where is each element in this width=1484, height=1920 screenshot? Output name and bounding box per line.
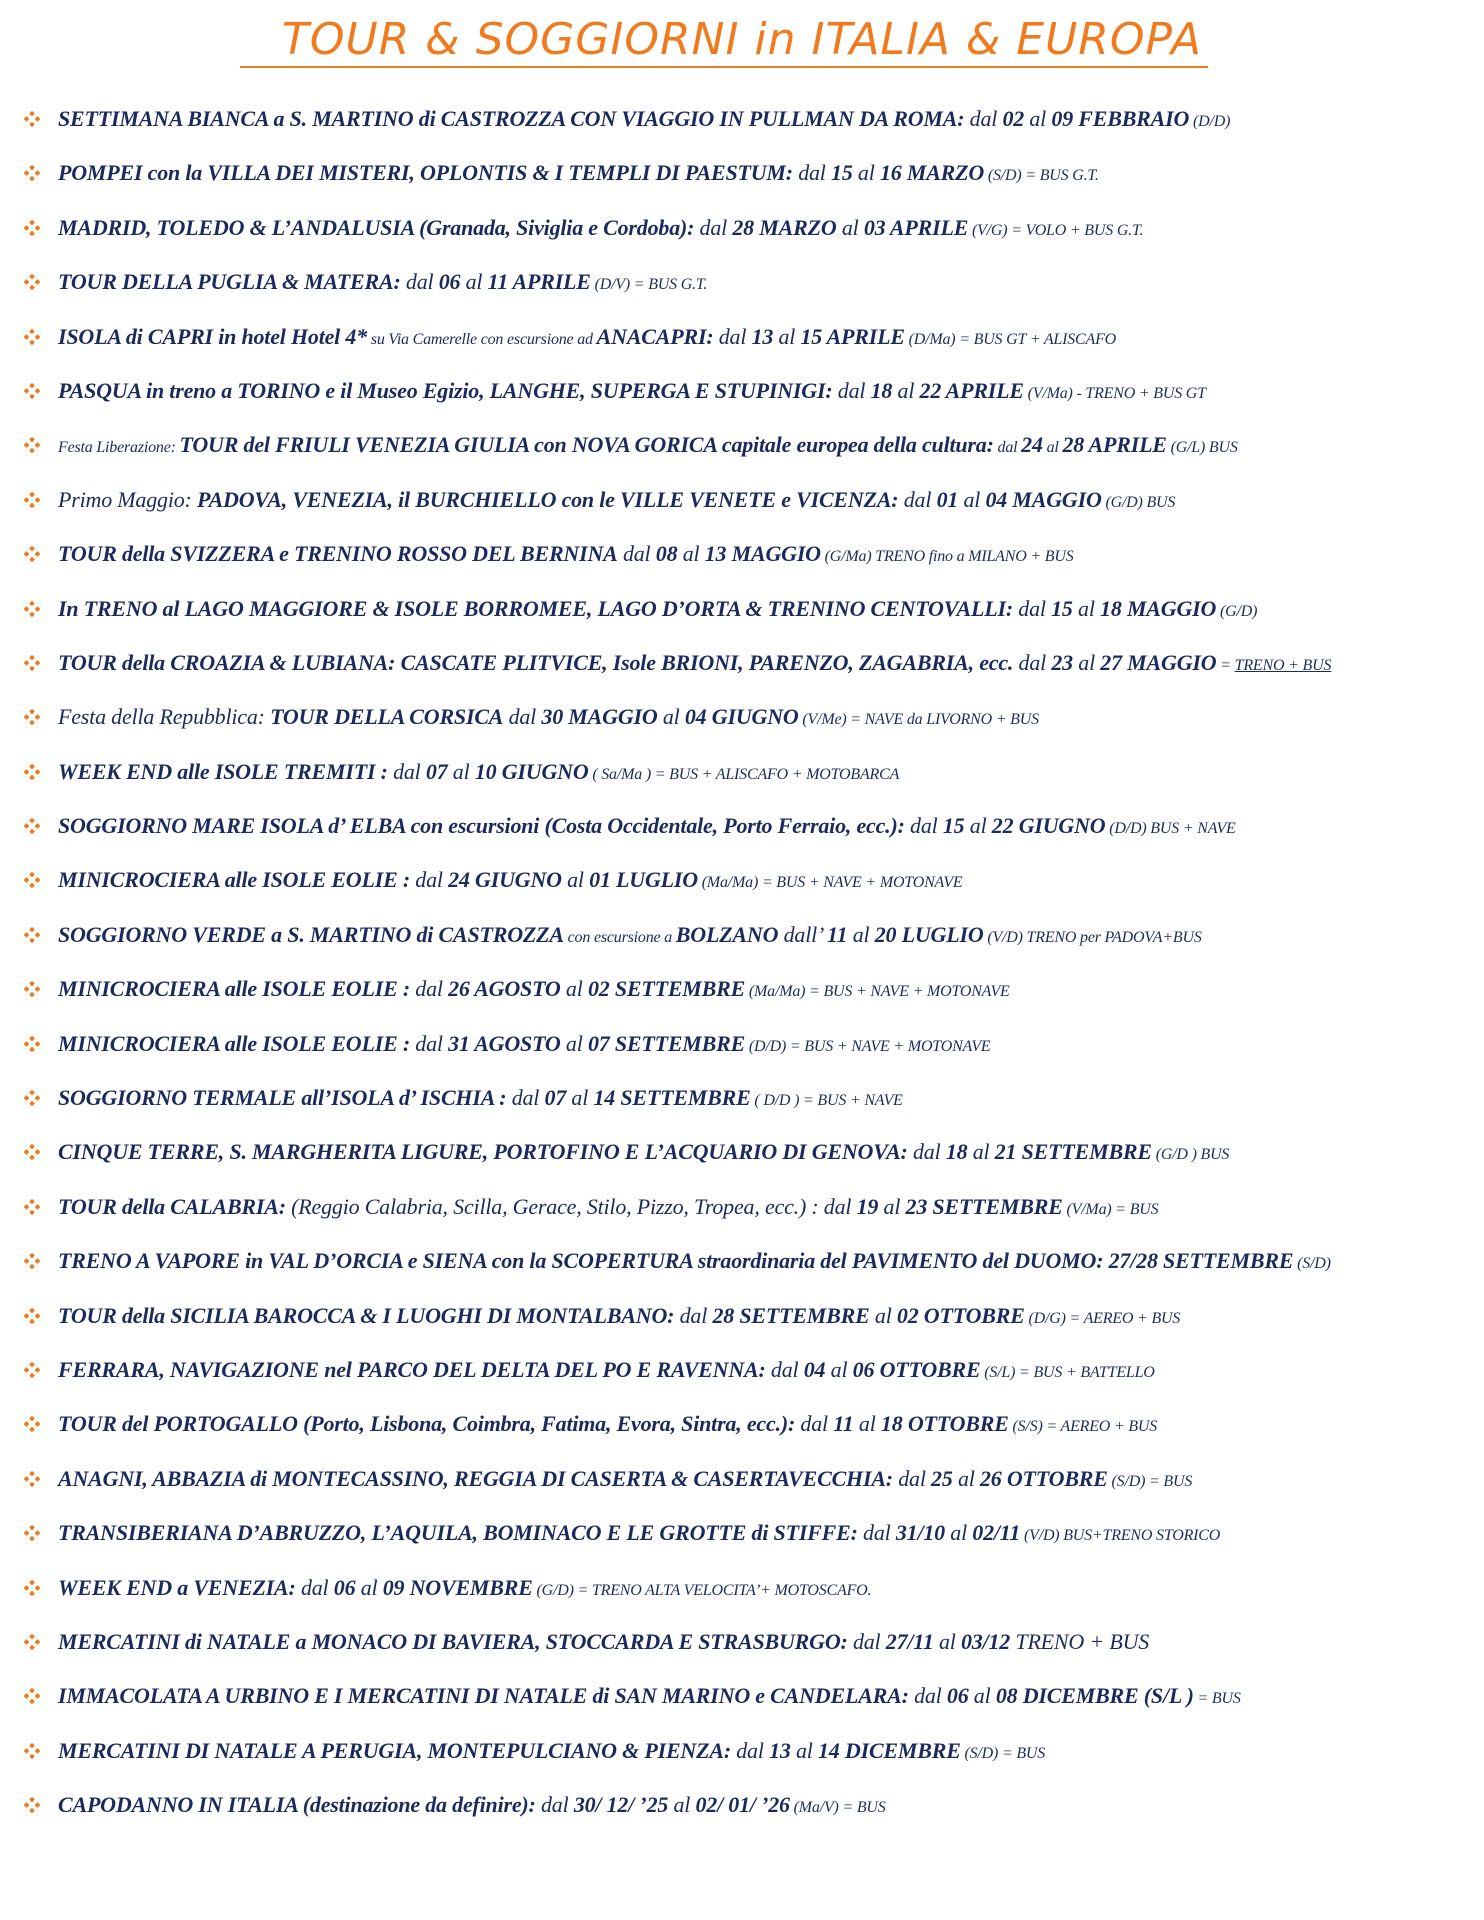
list-item-segment: dal xyxy=(674,1302,713,1328)
list-item-segment: MERCATINI di NATALE a MONACO DI BAVIERA, STOCCARDA E STRASBURGO: xyxy=(58,1628,848,1654)
list-item-segment: 31 AGOSTO xyxy=(448,1030,561,1056)
list-item-segment: dal xyxy=(993,439,1022,457)
list-item-segment: 22 GIUGNO xyxy=(991,813,1106,839)
list-item-segment: (V/G) = VOLO + BUS G.T. xyxy=(968,221,1144,239)
list-item xyxy=(0,1022,1484,1076)
list-item-text xyxy=(58,1294,1180,1341)
list-item-segment: (V/D) BUS+TRENO STORICO xyxy=(1020,1527,1221,1545)
list-item-segment: dal xyxy=(904,813,943,839)
list-item-segment: dall’ xyxy=(778,921,828,947)
list-item-segment: SETTIMANA BIANCA a S. MARTINO di CASTROZZA CON VIAGGIO IN PULLMAN DA ROMA: xyxy=(58,106,965,131)
list-item-segment: (Ma/Ma) = BUS + NAVE + MOTONAVE xyxy=(697,874,963,892)
list-item-segment: al xyxy=(355,1574,383,1600)
list-item xyxy=(0,1185,1484,1239)
list-item-segment: 11 xyxy=(833,1411,854,1437)
list-item-segment: dal xyxy=(847,1628,886,1654)
list-item xyxy=(0,1566,1484,1620)
list-item-segment: 06 xyxy=(946,1683,969,1709)
title-underline xyxy=(240,66,1208,68)
list-item-segment: 04 GIUGNO xyxy=(684,704,799,730)
list-item-segment: MERCATINI DI NATALE A PERUGIA, MONTEPULCIANO & PIENZA: xyxy=(58,1737,731,1763)
list-item-segment: 01 xyxy=(936,486,959,512)
list-item-text xyxy=(58,1457,1192,1504)
list-item-text xyxy=(58,1566,871,1613)
diamond-bullet-icon xyxy=(24,423,44,467)
list-item-segment: al xyxy=(853,1411,881,1437)
list-item-segment: 13 MAGGIO xyxy=(704,541,821,567)
list-item-segment: al xyxy=(968,1683,996,1709)
list-item-segment: al xyxy=(560,976,588,1002)
list-item-text xyxy=(58,1239,1331,1286)
list-item-segment: 23 xyxy=(1051,649,1073,675)
list-item-segment: CASCATE PLITVICE, Isole BRIONI, PARENZO, ZAGABRIA, ecc. xyxy=(395,649,1014,675)
list-item-segment: 19 xyxy=(856,1193,879,1219)
list-item-segment: dal xyxy=(898,486,937,512)
list-item xyxy=(0,1239,1484,1293)
list-item-segment: 11 APRILE xyxy=(487,269,591,295)
list-item-segment: al xyxy=(967,1139,995,1165)
diamond-bullet-icon xyxy=(24,913,44,957)
list-item-segment: dal xyxy=(506,1085,545,1111)
list-item-segment: al xyxy=(677,541,705,567)
list-item-segment: 24 xyxy=(1021,432,1043,458)
list-item-segment: 21 SETTEMBRE xyxy=(994,1139,1152,1165)
list-item-segment: (V/D) TRENO per PADOVA+BUS xyxy=(983,928,1202,946)
list-item-segment: ( Sa/Ma ) = BUS + ALISCAFO + MOTOBARCA xyxy=(588,765,900,783)
diamond-bullet-icon xyxy=(24,587,44,631)
diamond-bullet-icon xyxy=(24,804,44,848)
list-item-segment: WEEK END a VENEZIA: xyxy=(58,1574,296,1600)
list-item xyxy=(0,641,1484,695)
list-item-text xyxy=(58,532,1074,579)
list-item-segment: 18 xyxy=(945,1139,968,1165)
diamond-bullet-icon xyxy=(24,967,44,1011)
list-item-segment: al xyxy=(460,269,488,295)
list-item-segment: TRENO + BUS xyxy=(1234,656,1332,674)
list-item-segment: al xyxy=(773,323,801,349)
list-item xyxy=(0,532,1484,586)
list-item-segment: dal xyxy=(792,160,832,186)
list-item-segment: 02/ 01/ ’26 xyxy=(695,1792,790,1818)
list-item-segment: al xyxy=(447,758,475,784)
list-item-segment: 13 xyxy=(751,323,774,349)
list-item-text xyxy=(58,1185,1158,1232)
list-item-segment: (Ma/Ma) = BUS + NAVE + MOTONAVE xyxy=(745,983,1010,1001)
list-item-segment: 10 GIUGNO xyxy=(474,758,589,784)
list-item-segment: CAPODANNO IN ITALIA (destinazione da definire): xyxy=(58,1792,536,1818)
list-item-segment: 02 xyxy=(1002,106,1025,131)
list-item-segment: al xyxy=(1042,439,1063,457)
diamond-bullet-icon xyxy=(24,695,44,739)
list-item-segment: ANAGNI, ABBAZIA di MONTECASSINO, REGGIA DI CASERTA & CASERTAVECCHIA: xyxy=(58,1465,893,1491)
list-item-segment: dal xyxy=(1013,595,1052,621)
list-item-segment: 15 xyxy=(942,813,965,839)
page-title: TOUR & SOGGIORNI in ITALIA & EUROPA xyxy=(282,14,1202,65)
list-item-segment: PASQUA in treno a TORINO e il Museo Egizio, LANGHE, SUPERGA E STUPINIGI: xyxy=(58,377,833,403)
list-item-text xyxy=(58,804,1236,851)
list-item-segment: al xyxy=(852,160,880,186)
list-item-segment: (S/S) = AEREO + BUS xyxy=(1008,1418,1158,1436)
list-item-segment: 18 OTTOBRE xyxy=(880,1411,1009,1437)
list-item-segment: (S/D) = BUS xyxy=(960,1744,1046,1762)
list-item-segment: 04 MAGGIO xyxy=(985,486,1102,512)
list-item xyxy=(0,1294,1484,1348)
list-item-segment: 28 MARZO xyxy=(732,214,837,240)
list-item-segment: dal xyxy=(1013,649,1052,675)
diamond-bullet-icon xyxy=(24,532,44,576)
diamond-bullet-icon xyxy=(24,1130,44,1174)
list-item xyxy=(0,1402,1484,1456)
list-item xyxy=(0,1729,1484,1783)
diamond-bullet-icon xyxy=(24,315,44,359)
list-item-segment: (S/L) = BUS + BATTELLO xyxy=(980,1363,1155,1381)
list-item xyxy=(0,369,1484,423)
list-item-text xyxy=(58,206,1143,253)
list-item xyxy=(0,478,1484,532)
list-item-segment: ( D/D ) = BUS + NAVE xyxy=(750,1092,903,1110)
diamond-bullet-icon xyxy=(24,369,44,413)
list-item-text xyxy=(58,1620,1149,1664)
list-item xyxy=(0,804,1484,858)
list-item-segment: TOUR del PORTOGALLO (Porto, Lisbona, Coimbra, Fatima, Evora, Sintra, ecc.): xyxy=(58,1411,796,1437)
diamond-bullet-icon xyxy=(24,1457,44,1501)
list-item-text xyxy=(58,260,707,307)
list-item-segment: TOUR DELLA PUGLIA & MATERA: xyxy=(58,269,401,295)
list-item-segment: 09 NOVEMBRE xyxy=(382,1574,533,1600)
list-item-segment: dal xyxy=(617,541,656,567)
list-item-segment: TOUR del FRIULI VENEZIA GIULIA con NOVA GORICA capitale europea della cultura: xyxy=(179,432,994,458)
list-item-text xyxy=(58,1783,886,1830)
list-item-segment: dal xyxy=(410,976,449,1002)
tour-list xyxy=(0,97,1484,1838)
list-item-segment: SOGGIORNO TERMALE all’ISOLA d’ ISCHIA : xyxy=(58,1085,507,1111)
list-item-segment: al xyxy=(952,1465,980,1491)
list-item-segment: TOUR della CROAZIA & LUBIANA: xyxy=(58,649,396,675)
list-item-segment: 06 xyxy=(438,269,461,295)
list-item-text xyxy=(58,695,1039,742)
list-item xyxy=(0,967,1484,1021)
list-item-segment: al xyxy=(958,486,986,512)
list-item-segment: TRENO + BUS xyxy=(1010,1628,1150,1654)
list-item-segment: 03 APRILE xyxy=(863,214,969,240)
list-item-segment: 06 OTTOBRE xyxy=(852,1356,981,1382)
list-item-segment: MINICROCIERA alle ISOLE EOLIE : xyxy=(58,867,410,893)
list-item-segment: 26 OTTOBRE xyxy=(979,1465,1108,1491)
list-item-segment: al xyxy=(560,1030,588,1056)
list-item-segment: (G/D) xyxy=(1216,602,1258,620)
list-item-segment: (Reggio Calabria, Scilla, Gerace, Stilo, Pizzo, Tropea, ecc.) : dal xyxy=(285,1193,857,1219)
list-item-segment: = BUS xyxy=(1193,1690,1241,1708)
list-item-segment: 07 xyxy=(425,758,448,784)
diamond-bullet-icon xyxy=(24,151,44,195)
list-item-segment: 20 LUGLIO xyxy=(874,921,984,947)
list-item-segment: 28 SETTEMBRE xyxy=(712,1302,870,1328)
list-item-segment: (D/D) xyxy=(1189,113,1231,130)
list-item-segment: (D/D) BUS + NAVE xyxy=(1105,820,1236,838)
list-item-segment: SOGGIORNO VERDE a S. MARTINO di CASTROZZA xyxy=(58,921,564,947)
list-item-segment: dal xyxy=(410,1030,449,1056)
list-item-segment: (D/D) = BUS + NAVE + MOTONAVE xyxy=(745,1037,991,1055)
list-item-segment: al xyxy=(825,1356,853,1382)
list-item-segment: 07 xyxy=(544,1085,567,1111)
list-item-segment: TRENO A VAPORE in VAL D’ORCIA e SIENA con la SCOPERTURA straordinaria del PAVIMENTO del DUOMO: 27/28 SETTEMBRE xyxy=(58,1248,1294,1274)
list-item-segment: (D/Ma) = BUS GT + ALISCAFO xyxy=(904,330,1116,348)
list-item-segment: al xyxy=(944,1520,973,1546)
list-item xyxy=(0,1348,1484,1402)
diamond-bullet-icon xyxy=(24,1348,44,1392)
list-item-text xyxy=(58,913,1202,960)
diamond-bullet-icon xyxy=(24,750,44,794)
list-item xyxy=(0,1674,1484,1728)
list-item xyxy=(0,1783,1484,1837)
list-item-segment: 04 xyxy=(803,1356,826,1382)
list-item xyxy=(0,315,1484,369)
list-item-segment: (G/D) BUS xyxy=(1101,493,1176,511)
list-item-text xyxy=(58,967,1010,1014)
list-item-segment: 06 xyxy=(333,1574,356,1600)
list-item-segment: 27/11 xyxy=(885,1628,934,1654)
list-item-segment: su Via Camerelle con escursione ad xyxy=(367,330,597,348)
diamond-bullet-icon xyxy=(24,1022,44,1066)
list-item-segment: (S/D) = BUS G.T. xyxy=(984,167,1099,185)
list-item-segment: TOUR della CALABRIA: xyxy=(58,1193,286,1219)
list-item-segment: FERRARA, NAVIGAZIONE nel PARCO DEL DELTA DEL PO E RAVENNA: xyxy=(58,1356,766,1382)
list-item-segment: (V/Me) = NAVE da LIVORNO + BUS xyxy=(798,711,1039,729)
diamond-bullet-icon xyxy=(24,1620,44,1664)
diamond-bullet-icon xyxy=(24,1076,44,1120)
list-item-segment: (G/L) BUS xyxy=(1166,439,1238,457)
list-item-segment: dal xyxy=(964,106,1003,131)
list-item-segment: dal xyxy=(400,269,439,295)
diamond-bullet-icon xyxy=(24,1783,44,1827)
list-item-segment: IMMACOLATA A URBINO E I MERCATINI DI NATALE di SAN MARINO e CANDELARA: xyxy=(58,1683,909,1709)
list-item xyxy=(0,695,1484,749)
list-item-segment: dal xyxy=(795,1411,834,1437)
list-item-segment: 23 SETTEMBRE xyxy=(905,1193,1063,1219)
list-item-segment: 18 MAGGIO xyxy=(1100,595,1217,621)
list-item-segment: dal xyxy=(503,704,542,730)
list-item-segment: 02 OTTOBRE xyxy=(896,1302,1025,1328)
list-item-segment: MINICROCIERA alle ISOLE EOLIE : xyxy=(58,1030,410,1056)
list-item-segment: al xyxy=(869,1302,897,1328)
list-item-text xyxy=(58,1076,903,1123)
list-item-text xyxy=(58,1348,1155,1395)
list-item-segment: (G/D ) BUS xyxy=(1151,1146,1230,1164)
list-item-segment: 26 AGOSTO xyxy=(448,976,561,1002)
diamond-bullet-icon xyxy=(24,1674,44,1718)
list-item-segment: 14 SETTEMBRE xyxy=(593,1085,751,1111)
list-item-segment: dal xyxy=(857,1520,896,1546)
list-item-segment: 07 SETTEMBRE xyxy=(587,1030,746,1056)
list-item-segment: con escursione a xyxy=(563,928,676,946)
list-item-segment: MINICROCIERA alle ISOLE EOLIE : xyxy=(58,976,410,1002)
diamond-bullet-icon xyxy=(24,1511,44,1555)
list-item-segment: 27 MAGGIO xyxy=(1100,649,1217,675)
list-item-segment: al xyxy=(836,214,864,240)
list-item-segment: 16 MARZO xyxy=(879,160,985,186)
list-item-text xyxy=(58,369,1206,416)
list-item-segment: 08 xyxy=(655,541,678,567)
list-item-segment: dal xyxy=(713,323,752,349)
list-item-segment: al xyxy=(964,813,992,839)
list-item-segment: dal xyxy=(694,214,733,240)
list-item-text xyxy=(58,97,1230,144)
list-item-segment: (S/D) = BUS xyxy=(1107,1472,1193,1490)
list-item-segment: 08 DICEMBRE (S/L ) xyxy=(995,1683,1194,1709)
list-item-segment: 14 DICEMBRE xyxy=(818,1737,961,1763)
list-item-text xyxy=(58,1511,1220,1558)
list-item xyxy=(0,1511,1484,1565)
list-item-segment: dal xyxy=(832,377,871,403)
list-item-text xyxy=(58,858,962,905)
list-item xyxy=(0,151,1484,205)
diamond-bullet-icon xyxy=(24,1239,44,1283)
diamond-bullet-icon xyxy=(24,1402,44,1446)
list-item-segment: al xyxy=(790,1737,818,1763)
list-item-text xyxy=(58,1022,990,1069)
list-item-segment: al xyxy=(847,921,875,947)
list-item-segment: WEEK END alle ISOLE TREMITI : xyxy=(58,758,388,784)
list-item-segment: al xyxy=(561,867,590,893)
list-item-segment: BOLZANO xyxy=(675,921,779,947)
list-item-segment: dal xyxy=(387,758,426,784)
list-item-segment: Festa della Repubblica: xyxy=(58,704,271,730)
list-item-segment: ANACAPRI: xyxy=(596,323,714,349)
list-item-segment: 18 xyxy=(870,377,893,403)
list-item-segment: 09 FEBBRAIO xyxy=(1051,106,1190,131)
list-item xyxy=(0,423,1484,477)
diamond-bullet-icon xyxy=(24,858,44,902)
list-item-segment: POMPEI con la VILLA DEI MISTERI, OPLONTIS & I TEMPLI DI PAESTUM: xyxy=(58,160,793,186)
list-item-segment: MADRID, TOLEDO & L’ANDALUSIA (Granada, Siviglia e Cordoba): xyxy=(58,214,695,240)
list-item-text xyxy=(58,478,1175,525)
list-item-segment: dal xyxy=(295,1574,334,1600)
list-item-segment: 28 APRILE xyxy=(1062,432,1167,458)
list-item-segment: dal xyxy=(908,1683,947,1709)
list-item-segment: al xyxy=(1072,649,1101,675)
list-item-segment: 02 SETTEMBRE xyxy=(587,976,746,1002)
list-item-segment: (S/D) xyxy=(1293,1255,1331,1273)
list-item-segment: (D/V) = BUS G.T. xyxy=(590,276,708,294)
diamond-bullet-icon xyxy=(24,1729,44,1773)
list-item-segment: (Ma/V) = BUS xyxy=(789,1799,886,1817)
list-item xyxy=(0,260,1484,314)
list-item xyxy=(0,587,1484,641)
list-item-segment: dal xyxy=(907,1139,946,1165)
list-item-segment: dal xyxy=(892,1465,932,1491)
diamond-bullet-icon xyxy=(24,260,44,304)
list-item-segment: 13 xyxy=(769,1737,791,1763)
list-item-segment: In TRENO al LAGO MAGGIORE & ISOLE BORROMEE, LAGO D’ORTA & TRENINO CENTOVALLI: xyxy=(58,595,1013,621)
list-item-segment: (G/Ma) TRENO fino a MILANO + BUS xyxy=(820,548,1074,566)
list-item-segment: ISOLA di CAPRI in hotel Hotel 4* xyxy=(58,323,367,349)
list-item-segment: 11 xyxy=(827,921,848,947)
diamond-bullet-icon xyxy=(24,478,44,522)
list-item-text xyxy=(58,1130,1229,1177)
list-item-segment: 15 xyxy=(831,160,853,186)
list-item xyxy=(0,1130,1484,1184)
list-item-segment: 15 xyxy=(1051,595,1073,621)
list-item xyxy=(0,206,1484,260)
list-item-text xyxy=(58,641,1331,688)
list-item-segment: TOUR della SICILIA BAROCCA & I LUOGHI DI MONTALBANO: xyxy=(58,1302,675,1328)
list-item-segment: al xyxy=(668,1792,696,1818)
list-item-text xyxy=(58,1402,1157,1449)
list-item-segment: 15 APRILE xyxy=(800,323,905,349)
list-item-text xyxy=(58,315,1116,362)
list-item-segment: TOUR DELLA CORSICA xyxy=(270,704,504,730)
list-item-segment: al xyxy=(878,1193,906,1219)
list-item-segment: 02/11 xyxy=(972,1520,1021,1546)
list-item-segment: 03/12 xyxy=(960,1628,1011,1654)
list-item-segment: al xyxy=(1072,595,1101,621)
list-item-text xyxy=(58,1674,1241,1721)
list-item-segment: al xyxy=(1024,106,1052,131)
list-item-text xyxy=(58,587,1257,634)
list-item-segment: TRANSIBERIANA D’ABRUZZO, L’AQUILA, BOMINACO E LE GROTTE di STIFFE: xyxy=(58,1520,858,1546)
diamond-bullet-icon xyxy=(24,206,44,250)
list-item-segment: (D/G) = AEREO + BUS xyxy=(1024,1309,1181,1327)
diamond-bullet-icon xyxy=(24,641,44,685)
diamond-bullet-icon xyxy=(24,1185,44,1229)
list-item-segment: dal xyxy=(765,1356,804,1382)
list-item-segment: = xyxy=(1216,656,1235,674)
list-item xyxy=(0,1076,1484,1130)
list-item-segment: (V/Ma) - TRENO + BUS GT xyxy=(1023,384,1206,402)
list-item-segment: 25 xyxy=(931,1465,953,1491)
list-item-segment: 30 MAGGIO xyxy=(541,704,658,730)
list-item-segment: (G/D) = TRENO ALTA VELOCITA’+ MOTOSCAFO. xyxy=(532,1581,872,1599)
list-item-segment: al xyxy=(933,1628,961,1654)
list-item-segment: 01 LUGLIO xyxy=(589,867,698,893)
list-item xyxy=(0,1457,1484,1511)
list-item-segment: 24 GIUGNO xyxy=(448,867,562,893)
list-item xyxy=(0,913,1484,967)
list-item-text xyxy=(58,750,899,797)
list-item-segment: al xyxy=(892,377,920,403)
list-item-segment: dal xyxy=(410,867,449,893)
list-item-segment: CINQUE TERRE, S. MARGHERITA LIGURE, PORTOFINO E L’ACQUARIO DI GENOVA: xyxy=(58,1139,908,1165)
list-item xyxy=(0,97,1484,151)
list-item-segment: Festa Liberazione: xyxy=(58,439,180,457)
list-item-segment: 30/ 12/ ’25 xyxy=(573,1792,669,1818)
list-item-segment: TOUR della SVIZZERA e TRENINO ROSSO DEL BERNINA xyxy=(58,541,618,567)
list-item xyxy=(0,1620,1484,1674)
list-item-segment: 31/10 xyxy=(895,1520,945,1546)
list-item-segment: SOGGIORNO MARE ISOLA d’ ELBA con escursioni (Costa Occidentale, Porto Ferraio, ecc.): xyxy=(58,813,905,839)
list-item-segment: al xyxy=(566,1085,594,1111)
list-item-segment: PADOVA, VENEZIA, il BURCHIELLO con le VILLE VENETE e VICENZA: xyxy=(196,486,899,512)
list-item-segment: (V/Ma) = BUS xyxy=(1062,1200,1159,1218)
list-item xyxy=(0,858,1484,912)
list-item-segment: 22 APRILE xyxy=(919,377,1024,403)
list-item-segment: dal xyxy=(730,1737,770,1763)
diamond-bullet-icon xyxy=(24,97,44,141)
list-item-text xyxy=(58,151,1099,198)
list-item-segment: al xyxy=(657,704,685,730)
list-item-text xyxy=(58,1729,1045,1776)
list-item xyxy=(0,750,1484,804)
list-item-segment: dal xyxy=(535,1792,574,1818)
diamond-bullet-icon xyxy=(24,1294,44,1338)
list-item-segment: Primo Maggio: xyxy=(58,486,197,512)
list-item-text xyxy=(58,423,1238,470)
diamond-bullet-icon xyxy=(24,1566,44,1610)
